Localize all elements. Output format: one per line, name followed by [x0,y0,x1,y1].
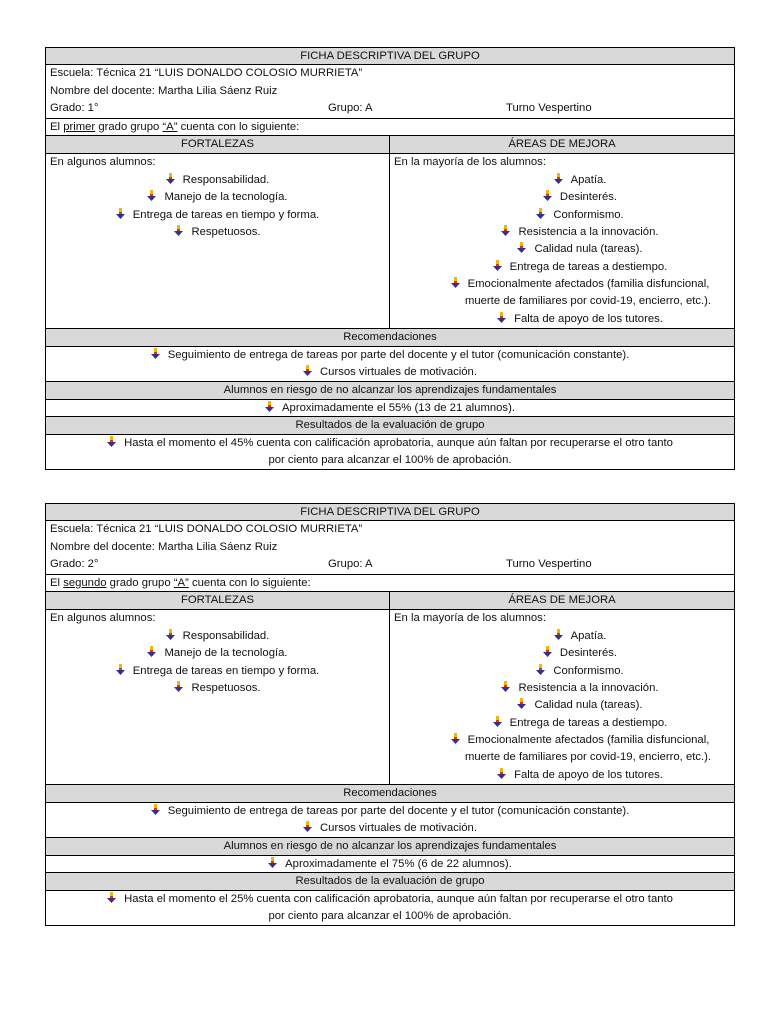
list-item-text: Emocionalmente afectados (familia disfuncional, [467,734,710,747]
list-item [390,732,734,749]
mejora-list [390,154,734,328]
list-item [46,628,389,645]
arrow-down-bullet-icon [497,312,506,323]
intro-text: grado grupo [106,576,174,589]
arrow-down-bullet-icon [174,681,183,692]
arrow-down-bullet-icon [116,208,125,219]
list-item-text: Resistencia a la innovación. [518,225,659,238]
list-item [390,697,734,714]
resultados-line-2: por ciento para alcanzar el 100% de aprobación. [268,453,512,466]
grade-line [46,556,734,573]
arrow-down-bullet-icon [536,208,545,219]
columns-body [46,610,734,785]
teacher-name: Nombre del docente: Martha Lilia Sáenz Ruiz [50,540,278,553]
list-item [390,241,734,258]
arrow-down-bullet-icon [147,190,156,201]
riesgo-value [46,400,734,417]
list-item-text: Calidad nula (tareas). [534,699,643,712]
mejora-list [390,610,734,784]
list-item [390,224,734,241]
list-item [46,172,389,189]
list-item-text: muerte de familiares por covid-19, encierro, etc.). [464,751,712,764]
list-item [390,276,734,293]
list-item-text: Manejo de la tecnología. [164,647,288,660]
list-item [46,364,734,381]
arrow-down-bullet-icon [517,698,526,709]
group-label: Grupo: A [328,558,373,571]
ficha-descriptiva-table [45,503,735,926]
list-item [390,189,734,206]
list-item-text: Desinterés. [559,647,618,660]
recomendaciones-list [46,803,734,839]
teacher-name: Nombre del docente: Martha Lilia Sáenz Ruiz [50,84,278,97]
grade-label: Grado: 2° [50,558,99,571]
list-item [46,347,734,364]
list-item [390,767,734,784]
list-item [46,189,389,206]
list-item-text: Calidad nula (tareas). [534,243,643,256]
resultados-text [46,891,734,926]
intro-group: “A” [173,576,189,589]
list-item-text: muerte de familiares por covid-19, encierro, etc.). [464,295,712,308]
arrow-down-bullet-icon [151,804,160,815]
arrow-down-bullet-icon [451,277,460,288]
list-item [390,207,734,224]
arrow-down-bullet-icon [268,857,277,868]
arrow-down-bullet-icon [166,173,175,184]
arrow-down-bullet-icon [543,190,552,201]
list-item [46,663,389,680]
riesgo-value [46,856,734,873]
arrow-down-bullet-icon [303,365,312,376]
fortalezas-list [46,610,390,784]
arrow-down-bullet-icon [543,646,552,657]
list-item-text: Entrega de tareas a destiempo. [509,716,668,729]
group-intro [46,119,734,136]
intro-text: El [50,576,64,589]
list-item-text: Resistencia a la innovación. [518,681,659,694]
resultados-line-1-text: Hasta el momento el 45% cuenta con calificación aprobatoria, aunque aún faltan por recuperarse el otro tanto [124,436,673,449]
riesgo-header: Alumnos en riesgo de no alcanzar los aprendizajes fundamentales [46,382,734,399]
arrow-down-bullet-icon [265,401,274,412]
list-item-text: Cursos virtuales de motivación. [320,822,477,835]
school-name: Escuela: Técnica 21 “LUIS DONALDO COLOSIO MURRIETA” [50,523,363,536]
arrow-down-bullet-icon [536,664,545,675]
list-item-text: Respetuosos. [191,681,261,694]
list-item [390,715,734,732]
list-item [390,259,734,276]
fortalezas-intro: En algunos alumnos: [50,156,156,169]
list-item-text: Manejo de la tecnología. [164,191,288,204]
arrow-down-bullet-icon [151,348,160,359]
arrow-down-bullet-icon [303,821,312,832]
resultados-header: Resultados de la evaluación de grupo [46,873,734,890]
shift-label: Turno Vespertino [506,102,592,115]
list-item-text: Entrega de tareas en tiempo y forma. [132,208,320,221]
list-item-text: Conformismo. [553,664,624,677]
school-info [46,521,734,574]
list-item-text: Apatía. [570,629,607,642]
recomendaciones-header: Recomendaciones [46,785,734,802]
resultados-line-1-text: Hasta el momento el 25% cuenta con calificación aprobatoria, aunque aún faltan por recuperarse el otro tanto [124,892,673,905]
riesgo-header: Alumnos en riesgo de no alcanzar los aprendizajes fundamentales [46,838,734,855]
riesgo-text: Aproximadamente el 55% (13 de 21 alumnos). [282,401,515,414]
fortalezas-intro: En algunos alumnos: [50,612,156,625]
list-item [46,803,734,820]
list-item-text: Emocionalmente afectados (familia disfuncional, [467,278,710,291]
school-info [46,65,734,118]
fortalezas-header: FORTALEZAS [46,592,390,609]
arrow-down-bullet-icon [501,225,510,236]
list-item [390,311,734,328]
fortalezas-header: FORTALEZAS [46,136,390,153]
intro-text: cuenta con lo siguiente: [188,576,311,589]
ficha-descriptiva-table [45,47,735,470]
intro-text: El [50,120,64,133]
list-item [46,820,734,837]
list-item-text: Entrega de tareas a destiempo. [509,260,668,273]
list-item [46,645,389,662]
list-item-text: Seguimiento de entrega de tareas por parte del docente y el tutor (comunicación constante). [167,804,630,817]
recomendaciones-header: Recomendaciones [46,329,734,346]
columns-header [46,592,734,610]
mejora-header: ÁREAS DE MEJORA [508,593,616,606]
list-item [390,628,734,645]
arrow-down-bullet-icon [451,733,460,744]
columns-header [46,136,734,154]
shift-label: Turno Vespertino [506,558,592,571]
arrow-down-bullet-icon [497,768,506,779]
group-label: Grupo: A [328,102,373,115]
list-item-text: Responsabilidad. [182,629,270,642]
mejora-header: ÁREAS DE MEJORA [508,137,616,150]
arrow-down-bullet-icon [174,225,183,236]
list-item-text: Conformismo. [553,208,624,221]
grade-label: Grado: 1° [50,102,99,115]
resultados-line-1 [46,435,734,452]
arrow-down-bullet-icon [517,242,526,253]
arrow-down-bullet-icon [554,173,563,184]
resultados-line-1 [46,891,734,908]
list-item-text: Cursos virtuales de motivación. [320,366,477,379]
intro-grade: primer [63,120,96,133]
recomendaciones-list [46,347,734,383]
list-item [390,749,734,766]
list-item [390,293,734,310]
resultados-text [46,435,734,470]
arrow-down-bullet-icon [107,892,116,903]
columns-body [46,154,734,329]
list-item [390,663,734,680]
resultados-header: Resultados de la evaluación de grupo [46,417,734,434]
list-item [46,207,389,224]
list-item-text: Falta de apoyo de los tutores. [514,768,663,781]
list-item [46,680,389,697]
intro-text: cuenta con lo siguiente: [177,120,300,133]
group-intro [46,575,734,592]
list-item-text: Respetuosos. [191,225,261,238]
riesgo-text: Aproximadamente el 75% (6 de 22 alumnos). [285,857,512,870]
list-item-text: Seguimiento de entrega de tareas por parte del docente y el tutor (comunicación constante). [167,348,630,361]
list-item [390,172,734,189]
mejora-intro: En la mayoría de los alumnos: [394,156,546,169]
arrow-down-bullet-icon [493,260,502,271]
list-item [390,645,734,662]
arrow-down-bullet-icon [501,681,510,692]
arrow-down-bullet-icon [107,436,116,447]
list-item-text: Desinterés. [559,191,618,204]
arrow-down-bullet-icon [116,664,125,675]
school-name: Escuela: Técnica 21 “LUIS DONALDO COLOSIO MURRIETA” [50,67,363,80]
arrow-down-bullet-icon [554,629,563,640]
table-title: FICHA DESCRIPTIVA DEL GRUPO [46,48,734,65]
intro-grade: segundo [63,576,107,589]
list-item-text: Entrega de tareas en tiempo y forma. [132,664,320,677]
arrow-down-bullet-icon [493,716,502,727]
list-item [390,680,734,697]
resultados-line-2: por ciento para alcanzar el 100% de aprobación. [268,909,512,922]
mejora-intro: En la mayoría de los alumnos: [394,612,546,625]
arrow-down-bullet-icon [147,646,156,657]
intro-group: “A” [162,120,178,133]
list-item-text: Apatía. [570,173,607,186]
list-item-text: Responsabilidad. [182,173,270,186]
table-title: FICHA DESCRIPTIVA DEL GRUPO [46,504,734,521]
list-item [46,224,389,241]
intro-text: grado grupo [95,120,163,133]
grade-line [46,100,734,117]
arrow-down-bullet-icon [166,629,175,640]
fortalezas-list [46,154,390,328]
list-item-text: Falta de apoyo de los tutores. [514,312,663,325]
